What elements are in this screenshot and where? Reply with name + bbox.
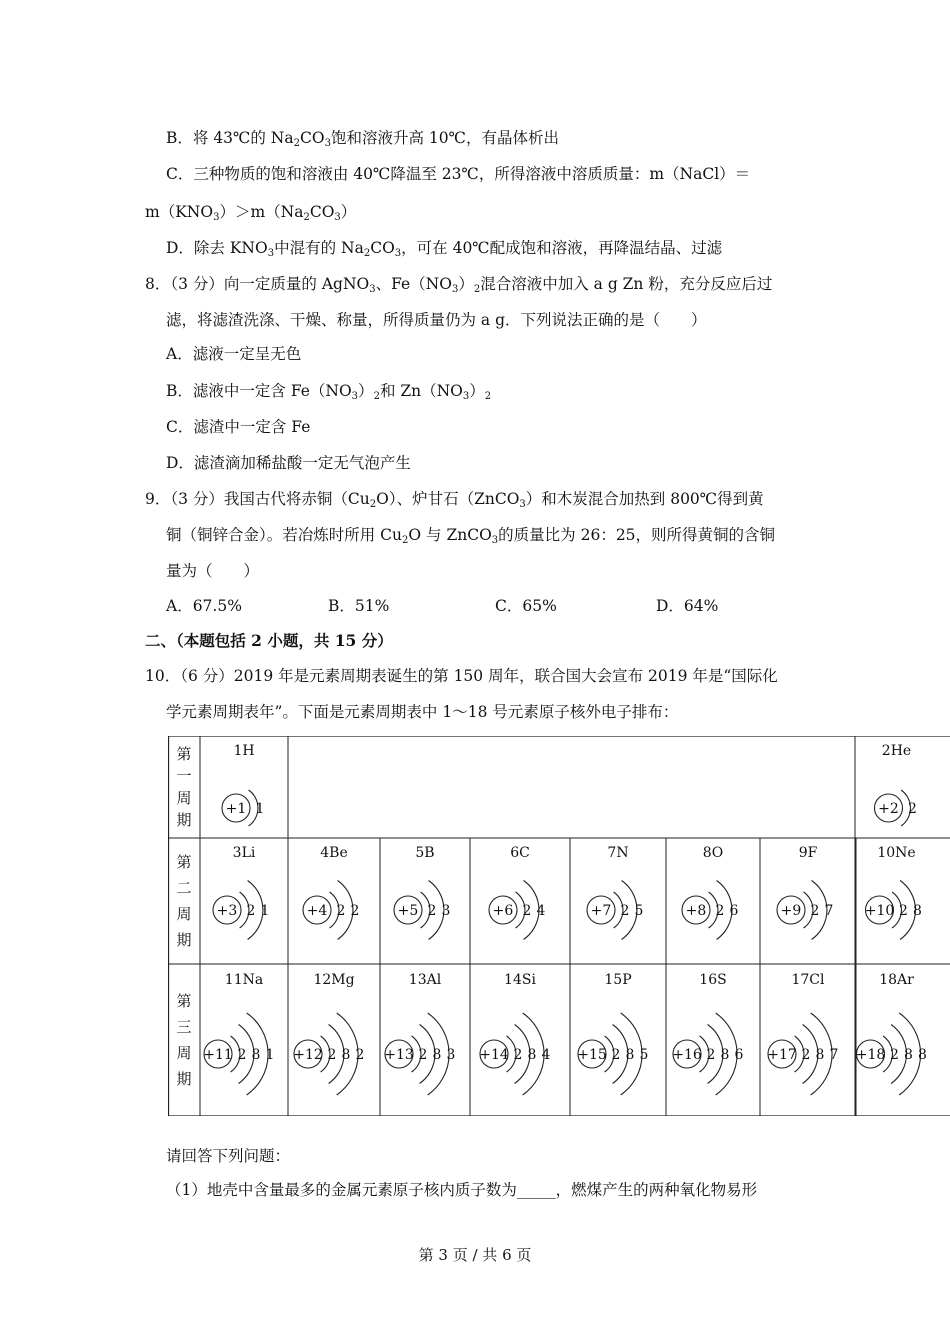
element-label: 5B: [415, 845, 435, 861]
element-label: 3Li: [232, 845, 256, 861]
q9-option-c: C．65%: [495, 597, 557, 615]
shell-electron-count: 2: [418, 1047, 428, 1063]
q9-option-a: A．67.5%: [166, 597, 242, 615]
element-label: 10Ne: [877, 845, 916, 861]
shell-electron-count: 1: [260, 903, 270, 919]
shell-electron-count: 2: [620, 903, 630, 919]
shell-electron-count: 7: [824, 903, 834, 919]
nucleus-charge: +3: [216, 903, 238, 919]
element-label: 18Ar: [879, 972, 914, 988]
element-label: 15P: [604, 972, 632, 988]
element-label: 1H: [233, 743, 255, 759]
q10-stem-line1: 10．（6 分）2019 年是元素周期表诞生的第 150 周年，联合国大会宣布 2019 年是“国际化: [145, 667, 778, 685]
shell-electron-count: 2: [810, 903, 820, 919]
nucleus-charge: +5: [397, 903, 419, 919]
nucleus-charge: +4: [306, 903, 328, 919]
nucleus-charge: +1: [225, 801, 247, 817]
q9-option-b: B．51%: [328, 597, 390, 615]
q10-prompt: 请回答下列问题：: [166, 1147, 291, 1165]
q7-option-c-line2: $m(KNO_3)>m(Na_2CO_3)$: [145, 203, 357, 223]
element-label: 14Si: [504, 972, 536, 988]
shell-electron-count: 2: [706, 1047, 716, 1063]
shell-electron-count: 1: [255, 801, 265, 817]
periodic-table-figure: [168, 736, 950, 1116]
shell-electron-count: 5: [634, 903, 644, 919]
shell-electron-count: 8: [904, 1047, 913, 1063]
shell-electron-count: 2: [522, 903, 532, 919]
shell-electron-count: 2: [899, 903, 908, 919]
shell-electron-count: 6: [734, 1047, 744, 1063]
shell-electron-count: 1: [265, 1047, 275, 1063]
q10-stem-line2: 学元素周期表年”。下面是元素周期表中 1～18 号元素原子核外电子排布：: [166, 703, 679, 721]
shell-electron-count: 8: [918, 1047, 927, 1063]
q7-option-c-line1: C．三种物质的饱和溶液由 40℃降温至 23℃，所得溶液中溶质质量：m（NaCl）＝: [166, 165, 751, 183]
q7-option-d: D．除去 $KNO_3$中混有的 $Na_2CO_3$，可在 40℃配成饱和溶液，再降温结晶、过滤: [166, 239, 723, 259]
period-label-3: 第三周期: [176, 992, 192, 1088]
element-label: 2He: [881, 743, 912, 759]
shell-electron-count: 2: [715, 903, 725, 919]
nucleus-charge: +14: [479, 1047, 509, 1063]
q7-option-b: B．将 43℃的 $Na_2CO_3$饱和溶液升高 10℃，有晶体析出: [166, 129, 559, 149]
nucleus-charge: +15: [577, 1047, 607, 1063]
element-label: 8O: [702, 845, 724, 861]
element-label: 13Al: [408, 972, 442, 988]
nucleus-charge: +10: [864, 903, 895, 919]
nucleus-charge: +9: [780, 903, 802, 919]
shell-electron-count: 8: [341, 1047, 351, 1063]
q8-stem-line2: 滤，将滤渣洗涤、干燥、称量，所得质量仍为 a g．下列说法正确的是（ ）: [166, 311, 707, 329]
nucleus-charge: +12: [293, 1047, 323, 1063]
shell-electron-count: 2: [237, 1047, 247, 1063]
q9-stem-line3: 量为（ ）: [166, 562, 260, 580]
shell-electron-count: 3: [446, 1047, 456, 1063]
period-label-1: 第一周期: [176, 745, 192, 829]
nucleus-charge: +6: [492, 903, 514, 919]
shell-electron-count: 5: [639, 1047, 649, 1063]
shell-electron-count: 2: [350, 903, 360, 919]
q9-option-d: D．64%: [656, 597, 719, 615]
q8-option-d: D．滤渣滴加稀盐酸一定无气泡产生: [166, 454, 411, 472]
shell-electron-count: 2: [246, 903, 256, 919]
periodic-table-grid: [168, 736, 950, 1116]
shell-electron-count: 8: [815, 1047, 825, 1063]
nucleus-charge: +2: [878, 801, 899, 817]
shell-electron-count: 4: [536, 903, 546, 919]
element-label: 7N: [607, 845, 629, 861]
shell-electron-count: 2: [801, 1047, 811, 1063]
shell-electron-count: 8: [625, 1047, 635, 1063]
nucleus-charge: +7: [590, 903, 612, 919]
q9-stem-line1: 9．（3 分）我国古代将赤铜$(Cu_2O)$、炉甘石（ZnCO$_3$）和木炭混合加热到 800℃得到黄: [145, 490, 764, 510]
period-label-2: 第二周期: [176, 853, 192, 949]
element-label: 11Na: [224, 972, 264, 988]
shell-electron-count: 2: [513, 1047, 523, 1063]
section-2-heading: 二、（本题包括 2 小题，共 15 分）: [145, 631, 393, 650]
shell-electron-count: 2: [908, 801, 917, 817]
page-footer: 第 3 页 / 共 6 页: [418, 1246, 532, 1264]
q9-stem-line2: 铜（铜锌合金）。若冶炼时所用 $Cu_2O$ 与 ZnCO$_3$的质量比为 26：25，则所得黄铜的含铜: [166, 526, 776, 546]
element-label: 17Cl: [791, 972, 825, 988]
q8-option-c: C．滤渣中一定含 Fe: [166, 418, 311, 436]
shell-electron-count: 2: [611, 1047, 621, 1063]
element-label: 16S: [699, 972, 727, 988]
q8-stem-line1: 8．（3 分）向一定质量的 AgNO$_3$、$Fe(NO_3)_2$混合溶液中加入 a g Zn 粉，充分反应后过: [145, 275, 773, 295]
nucleus-charge: +18: [855, 1047, 886, 1063]
nucleus-charge: +8: [685, 903, 707, 919]
shell-electron-count: 2: [336, 903, 346, 919]
shell-electron-count: 6: [729, 903, 739, 919]
nucleus-charge: +17: [767, 1047, 797, 1063]
element-label: 6C: [510, 845, 530, 861]
shell-electron-count: 8: [251, 1047, 261, 1063]
shell-electron-count: 2: [427, 903, 437, 919]
nucleus-charge: +16: [672, 1047, 702, 1063]
shell-electron-count: 2: [890, 1047, 899, 1063]
shell-electron-count: 2: [327, 1047, 337, 1063]
shell-electron-count: 2: [355, 1047, 365, 1063]
element-label: 9F: [798, 845, 818, 861]
q10-subquestion-1: （1）地壳中含量最多的金属元素原子核内质子数为_____，燃煤产生的两种氧化物易形: [166, 1181, 758, 1199]
shell-electron-count: 3: [441, 903, 451, 919]
shell-electron-count: 8: [432, 1047, 442, 1063]
nucleus-charge: +11: [203, 1047, 233, 1063]
shell-electron-count: 4: [541, 1047, 551, 1063]
shell-electron-count: 7: [829, 1047, 839, 1063]
element-label: 4Be: [320, 845, 348, 861]
shell-electron-count: 8: [527, 1047, 537, 1063]
q8-option-a: A．滤液一定呈无色: [166, 345, 302, 363]
nucleus-charge: +13: [384, 1047, 414, 1063]
shell-electron-count: 8: [720, 1047, 730, 1063]
q8-option-b: B．滤液中一定含 $Fe(NO_3)_2$和 $Zn(NO_3)_2$: [166, 382, 492, 402]
element-label: 12Mg: [313, 972, 355, 988]
shell-electron-count: 8: [913, 903, 922, 919]
